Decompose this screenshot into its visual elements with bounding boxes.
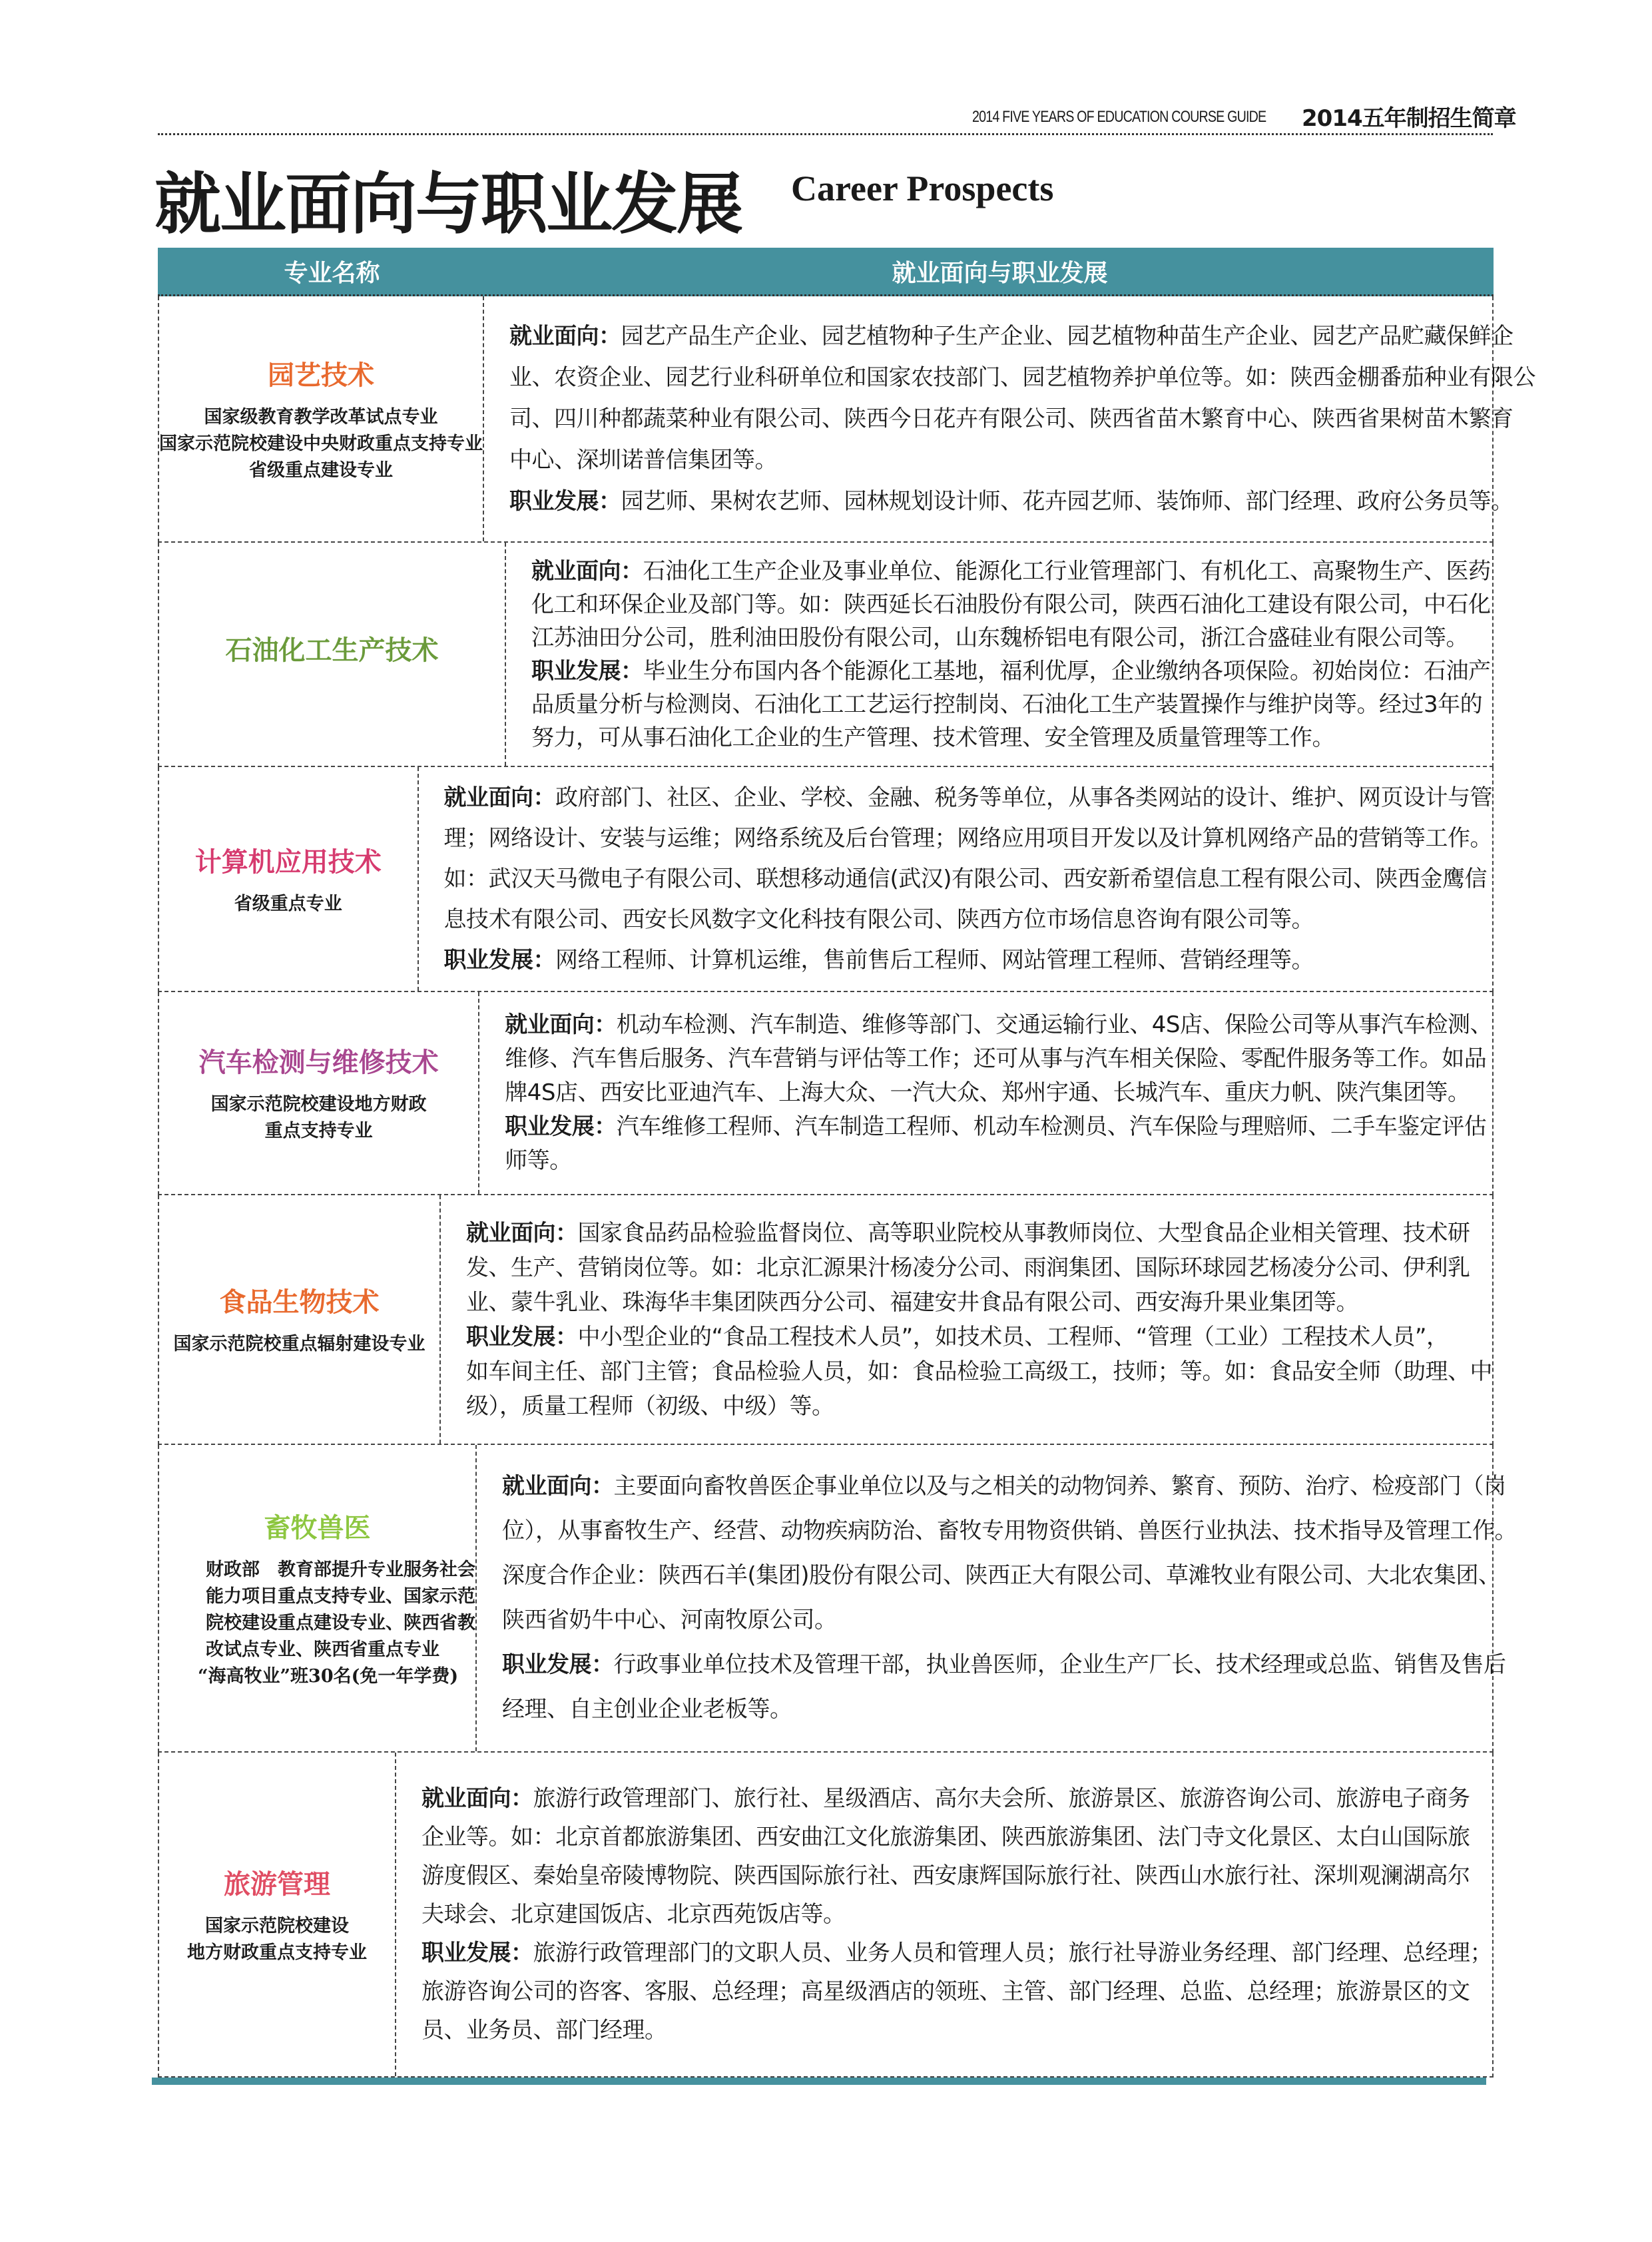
career-text: 师等。 — [505, 1147, 572, 1174]
career-text: 如车间主任、部门主管；食品检验人员，如：食品检验工高级工，技师；等。如：食品安全师（助理、中 — [466, 1358, 1492, 1385]
career-text: 旅游咨询公司的咨客、客服、总经理；高星级酒店的领班、主管、部门经理、总监、总经理；旅游景区的文 — [421, 1978, 1470, 2005]
career-text: 汽车维修工程师、汽车制造工程师、机动车检测员、汽车保险与理赔师、二手车鉴定评估 — [616, 1113, 1487, 1140]
career-text-line — [505, 1076, 1492, 1110]
career-text: 游度假区、秦始皇帝陵博物院、陕西国际旅行社、西安康辉国际旅行社、陕西山水旅行社、深圳观澜湖高尔 — [421, 1862, 1470, 1889]
career-text: 中小型企业的“食品工程技术人员”，如技术员、工程师、“管理（工业）工程技术人员”， — [577, 1323, 1449, 1350]
career-text: 中心、深圳诺普信集团等。 — [509, 447, 777, 473]
career-text-line — [421, 2011, 1492, 2050]
career-text: 行政事业单位技术及管理干部，执业兽医师，企业生产厂长、技术经理或总监、销售及售后 — [613, 1651, 1506, 1678]
career-text-line — [509, 357, 1535, 398]
career-text-line — [505, 1008, 1492, 1042]
major-designation: 能力项目重点支持专业、国家示范 — [206, 1585, 475, 1607]
career-text: 夫球会、北京建国饭店、北京西苑饭店等。 — [421, 1901, 846, 1928]
career-text-line — [421, 1895, 1492, 1934]
career-cell — [419, 767, 1493, 991]
career-text-line — [509, 439, 1535, 481]
career-text: 理；网络设计、安装与运维；网络系统及后台管理；网络应用项目开发以及计算机网络产品的营销等工作。 — [443, 824, 1492, 852]
table-row — [158, 1195, 1494, 1445]
major-designation: 改试点专业、陕西省重点专业 — [206, 1639, 439, 1660]
career-text: 江苏油田分公司，胜利油田股份有限公司，山东魏桥铝电有限公司，浙江合盛硅业有限公司等。 — [531, 624, 1468, 651]
career-text-line — [444, 900, 1493, 940]
major-designation: 国家级教育教学改革试点专业 — [204, 406, 438, 427]
career-text: 级），质量工程师（初级、中级）等。 — [466, 1392, 834, 1420]
career-text: 园艺师、果树农艺师、园林规划设计师、花卉园艺师、装饰师、部门经理、政府公务员等。 — [621, 488, 1514, 515]
guide-english-header: 2014 FIVE YEARS OF EDUCATION COURSE GUIDE — [972, 108, 1266, 126]
table-row — [158, 296, 1535, 543]
career-text-line — [531, 555, 1492, 588]
column-header-major: 专业名称 — [284, 259, 380, 287]
career-text: 机动车检测、汽车制造、维修等部门、交通运输行业、4S店、保险公司等从事汽车检测、 — [616, 1011, 1492, 1038]
career-text-line — [502, 1643, 1517, 1687]
career-text-line — [502, 1464, 1517, 1509]
career-cell — [396, 1753, 1492, 2076]
career-text-line — [466, 1216, 1492, 1251]
page-title: 就业面向与职业发展 — [154, 165, 742, 243]
career-text: 网络工程师、计算机运维，售前售后工程师、网站管理工程师、营销经理等。 — [555, 946, 1314, 974]
section-label: 职业发展： — [443, 946, 555, 974]
career-text: 业、农资企业、园艺行业科研单位和国家农技部门、园艺植物养护单位等。如：陕西金棚番茄种业有限公 — [509, 364, 1535, 391]
table-body — [158, 296, 1535, 2078]
career-text-line — [531, 621, 1492, 655]
section-label: 就业面向： — [531, 557, 643, 585]
career-text-line — [531, 721, 1492, 754]
career-text: 发、生产、营销岗位等。如：北京汇源果汁杨凌分公司、雨润集团、国际环球园艺杨凌分公司、伊利乳 — [466, 1254, 1470, 1281]
major-cell — [159, 1445, 477, 1751]
major-designation: 财政部 教育部提升专业服务社会 — [206, 1559, 475, 1580]
career-cell — [479, 992, 1492, 1194]
major-cell — [159, 543, 506, 766]
career-text: 国家食品药品检验监督岗位、高等职业院校从事教师岗位、大型食品企业相关管理、技术研 — [577, 1219, 1470, 1247]
major-designation: 省级重点建设专业 — [249, 459, 393, 481]
career-text-line — [509, 398, 1535, 439]
bottom-bar — [152, 2078, 1486, 2085]
section-label: 职业发展： — [531, 657, 643, 685]
table-row — [158, 992, 1494, 1195]
career-text: 息技术有限公司、西安长风数字文化科技有限公司、陕西方位市场信息咨询有限公司等。 — [443, 906, 1314, 933]
career-text: 旅游行政管理部门的文职人员、业务人员和管理人员；旅行社导游业务经理、部门经理、总经理； — [533, 1940, 1492, 1966]
career-cell — [506, 543, 1492, 766]
section-label: 职业发展： — [509, 488, 621, 515]
career-text-line — [421, 1972, 1492, 2011]
major-cell — [159, 1195, 441, 1444]
section-label: 职业发展： — [421, 1940, 533, 1966]
section-label: 职业发展： — [505, 1113, 617, 1140]
career-text-line — [421, 1934, 1492, 1972]
career-text: 维修、汽车售后服务、汽车营销与评估等工作；还可从事与汽车相关保险、零配件服务等工作。如品 — [505, 1045, 1487, 1072]
major-designation: 国家示范院校重点辐射建设专业 — [173, 1334, 425, 1354]
guide-chinese-header: 2014五年制招生简章 — [1302, 105, 1516, 132]
career-text: 毕业生分布国内各个能源化工基地，福利优厚，企业缴纳各项保险。初始岗位：石油产 — [643, 657, 1491, 685]
career-cell — [484, 296, 1535, 541]
career-text: 经理、自主创业企业老板等。 — [502, 1696, 792, 1723]
major-name: 园艺技术 — [268, 360, 374, 391]
major-designation: 国家示范院校建设中央财政重点支持专业 — [159, 433, 483, 454]
career-text-line — [444, 778, 1493, 818]
career-text-line — [531, 688, 1492, 721]
career-text-line — [421, 1779, 1492, 1818]
table-row — [158, 767, 1494, 992]
career-text-line — [505, 1110, 1492, 1144]
career-text: 员、业务员、部门经理。 — [421, 2017, 667, 2044]
page-title-english: Career Prospects — [791, 168, 1054, 208]
major-cell — [159, 767, 419, 991]
major-cell — [159, 296, 484, 541]
career-text-line — [502, 1509, 1517, 1553]
major-name: 汽车检测与维修技术 — [198, 1047, 439, 1078]
career-text-line — [509, 481, 1535, 522]
career-text: 业、蒙牛乳业、珠海华丰集团陕西分公司、福建安井食品有限公司、西安海升果业集团等。 — [466, 1288, 1358, 1316]
career-text-line — [466, 1389, 1492, 1424]
career-text: 如：武汉天马微电子有限公司、联想移动通信(武汉)有限公司、西安新希望信息工程有限公司、陕西金鹰信 — [443, 865, 1488, 892]
career-text: 位），从事畜牧生产、经营、动物疾病防治、畜牧专用物资供销、兽医行业执法、技术指导及管理工作。 — [502, 1518, 1517, 1544]
career-text-line — [509, 316, 1535, 357]
major-designation: “海高牧业”班30名(免一年学费) — [198, 1665, 459, 1687]
major-name: 计算机应用技术 — [194, 846, 382, 878]
section-label: 就业面向： — [421, 1785, 533, 1812]
major-designation: 重点支持专业 — [264, 1121, 373, 1141]
career-text: 陕西省奶牛中心、河南牧原公司。 — [502, 1607, 837, 1633]
career-text-line — [466, 1251, 1492, 1285]
table-row — [158, 1753, 1494, 2078]
career-text-line — [502, 1687, 1517, 1732]
career-text-line — [421, 1856, 1492, 1895]
major-designation: 地方财政重点支持专业 — [187, 1942, 367, 1963]
career-text: 努力，可从事石油化工企业的生产管理、技术管理、安全管理及质量管理等工作。 — [531, 724, 1334, 751]
career-text-line — [466, 1354, 1492, 1389]
career-text-line — [505, 1144, 1492, 1178]
career-text-line — [502, 1598, 1517, 1643]
section-label: 职业发展： — [502, 1651, 614, 1678]
career-text-line — [531, 655, 1492, 688]
career-text-line — [502, 1553, 1517, 1598]
career-text: 牌4S店、西安比亚迪汽车、上海大众、一汽大众、郑州宇通、长城汽车、重庆力帆、陕汽集团等。 — [505, 1079, 1470, 1106]
career-text-line — [531, 588, 1492, 621]
career-cell — [441, 1195, 1492, 1444]
major-cell — [159, 992, 479, 1194]
career-text: 旅游行政管理部门、旅行社、星级酒店、高尔夫会所、旅游景区、旅游咨询公司、旅游电子商务 — [533, 1785, 1470, 1812]
career-text-line — [421, 1818, 1492, 1856]
major-designation: 省级重点专业 — [234, 893, 342, 914]
career-text-line — [466, 1285, 1492, 1320]
major-name: 旅游管理 — [224, 1868, 330, 1900]
career-text: 主要面向畜牧兽医企事业单位以及与之相关的动物饲养、繁育、预防、治疗、检疫部门（岗 — [613, 1473, 1506, 1500]
table-row — [158, 543, 1494, 767]
section-label: 职业发展： — [466, 1323, 578, 1350]
section-label: 就业面向： — [509, 323, 621, 350]
section-label: 就业面向： — [502, 1473, 614, 1500]
section-label: 就业面向： — [505, 1011, 617, 1038]
career-text: 园艺产品生产企业、园艺植物种子生产企业、园艺植物种苗生产企业、园艺产品贮藏保鲜企 — [621, 323, 1514, 350]
career-text: 司、四川种都蔬菜种业有限公司、陕西今日花卉有限公司、陕西省苗木繁育中心、陕西省果树苗木繁育 — [509, 406, 1514, 432]
career-text: 品质量分析与检测岗、石油化工工艺运行控制岗、石油化工生产装置操作与维护岗等。经过3年的 — [531, 691, 1483, 718]
career-text: 化工和环保企业及部门等。如：陕西延长石油股份有限公司，陕西石油化工建设有限公司，中石化 — [531, 591, 1491, 618]
column-header-career: 就业面向与职业发展 — [892, 259, 1108, 287]
major-name: 石油化工生产技术 — [225, 635, 439, 666]
table-row — [158, 1445, 1517, 1753]
career-text: 深度合作企业：陕西石羊(集团)股份有限公司、陕西正大有限公司、草滩牧业有限公司、大北农集团、 — [502, 1562, 1501, 1589]
career-text: 政府部门、社区、企业、学校、金融、税务等单位，从事各类网站的设计、维护、网页设计与管 — [555, 784, 1492, 811]
major-designation: 国家示范院校建设 — [205, 1915, 349, 1936]
table-header — [158, 248, 1494, 296]
major-cell — [159, 1753, 396, 2076]
header-divider — [158, 133, 1493, 135]
section-label: 就业面向： — [443, 784, 555, 811]
career-text-line — [444, 818, 1493, 859]
major-designation: 国家示范院校建设地方财政 — [210, 1094, 427, 1115]
career-text-line — [505, 1042, 1492, 1076]
major-designation: 院校建设重点建设专业、陕西省教 — [206, 1612, 475, 1633]
major-name: 食品生物技术 — [219, 1287, 380, 1318]
career-text-line — [444, 859, 1493, 900]
career-text: 石油化工生产企业及事业单位、能源化工行业管理部门、有机化工、高聚物生产、医药 — [643, 557, 1491, 585]
major-name: 畜牧兽医 — [264, 1512, 371, 1543]
section-label: 就业面向： — [466, 1219, 578, 1247]
career-text: 企业等。如：北京首都旅游集团、西安曲江文化旅游集团、陕西旅游集团、法门寺文化景区、太白山国际旅 — [421, 1824, 1470, 1850]
career-cell — [477, 1445, 1517, 1751]
career-table — [158, 248, 1535, 2078]
career-text-line — [444, 940, 1493, 981]
career-text-line — [466, 1320, 1492, 1354]
